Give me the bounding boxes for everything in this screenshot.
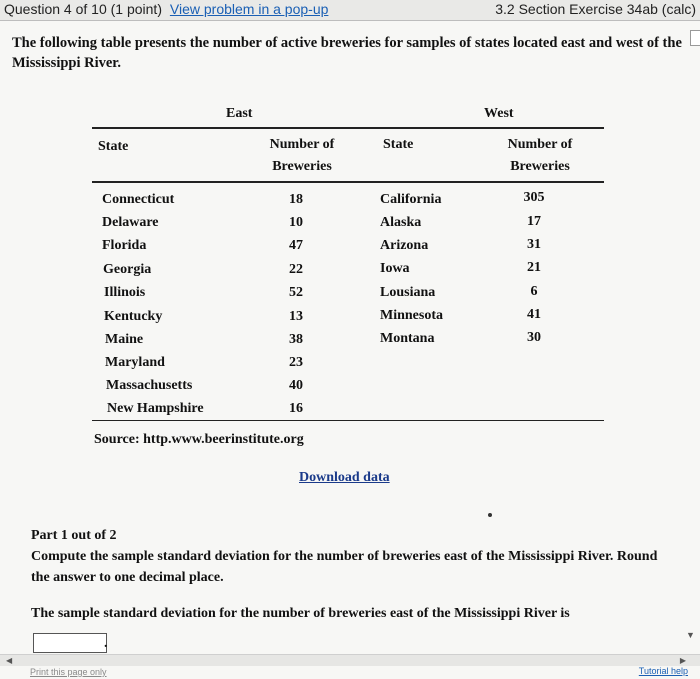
horizontal-scrollbar[interactable]: [0, 654, 700, 666]
east-count: 16: [289, 401, 303, 416]
east-group-label: East: [226, 106, 253, 121]
east-state: New Hampshire: [107, 401, 204, 416]
west-state: Arizona: [380, 238, 429, 253]
west-count: 17: [527, 214, 541, 229]
answer-suffix: .: [104, 636, 108, 651]
download-data-link[interactable]: Download data: [299, 470, 390, 485]
west-state: California: [380, 192, 442, 207]
east-count: 10: [289, 215, 303, 230]
east-count-header-line2: Breweries: [272, 159, 332, 174]
east-state: Kentucky: [104, 309, 163, 324]
east-state: Maryland: [105, 355, 165, 370]
west-state-header: State: [383, 137, 414, 152]
west-count: 6: [530, 284, 538, 299]
west-count: 30: [527, 330, 541, 345]
source-note: Source: http.www.beerinstitute.org: [94, 432, 304, 447]
west-count: 305: [523, 190, 545, 205]
west-count-header-line1: Number of: [507, 137, 573, 152]
scroll-left-icon[interactable]: ◀: [6, 656, 13, 665]
west-state: Minnesota: [380, 308, 443, 323]
east-count: 22: [289, 262, 303, 277]
tutorial-help-link[interactable]: Tutorial help: [638, 666, 688, 676]
west-state: Alaska: [380, 215, 422, 230]
table-bottom-rule: [92, 420, 604, 421]
west-state: Lousiana: [380, 285, 436, 300]
west-count: 41: [527, 307, 541, 322]
west-count-header-line2: Breweries: [510, 159, 570, 174]
west-count: 31: [527, 237, 541, 252]
question-text: Compute the sample standard deviation for the number of breweries east of the Mississippi River. Round the answer to one decimal place.: [31, 549, 658, 585]
west-state: Iowa: [380, 261, 410, 276]
side-panel-tab[interactable]: [690, 30, 700, 46]
answer-input[interactable]: [33, 633, 107, 653]
east-count-header-line1: Number of: [269, 137, 335, 152]
east-count: 18: [289, 192, 303, 207]
print-page-link[interactable]: Print this page only: [30, 667, 107, 677]
east-state: Illinois: [104, 285, 146, 300]
east-count: 23: [289, 355, 303, 370]
table-header-rule: [92, 181, 604, 183]
west-state: Montana: [380, 331, 435, 346]
scroll-down-button[interactable]: [685, 628, 696, 642]
question-number: [4, 1, 328, 17]
east-state: Georgia: [103, 262, 152, 277]
table-top-rule: [92, 127, 604, 129]
west-count-header: [500, 134, 580, 178]
answer-prompt: The sample standard deviation for the number of breweries east of the Mississippi River is: [31, 606, 570, 621]
east-count-header: [262, 134, 342, 178]
east-state: Connecticut: [102, 192, 175, 207]
footer-bar: [0, 666, 700, 679]
chevron-down-icon: ▼: [686, 630, 695, 640]
west-group-label: West: [484, 106, 514, 121]
question-header: [0, 0, 700, 21]
east-state-header: State: [98, 139, 129, 154]
east-count: 13: [289, 309, 303, 324]
scroll-right-icon[interactable]: ▶: [679, 656, 686, 665]
east-count: 47: [289, 238, 303, 253]
mouse-cursor: [488, 513, 492, 517]
east-state: Florida: [102, 238, 147, 253]
east-count: 52: [289, 285, 303, 300]
question-label: Question 4 of 10 (1 point): [4, 1, 162, 17]
east-state: Delaware: [102, 215, 159, 230]
east-count: 40: [289, 378, 303, 393]
part-label: Part 1 out of 2: [31, 528, 117, 543]
section-label: 3.2 Section Exercise 34ab (calc): [495, 1, 696, 17]
east-count: 38: [289, 332, 303, 347]
east-state: Maine: [105, 332, 144, 347]
popup-link[interactable]: View problem in a pop-up: [169, 1, 329, 17]
east-state: Massachusetts: [106, 378, 193, 393]
west-count: 21: [527, 260, 541, 275]
intro-text: The following table presents the number of active breweries for samples of states located east and west of the Mississippi River.: [12, 35, 682, 71]
